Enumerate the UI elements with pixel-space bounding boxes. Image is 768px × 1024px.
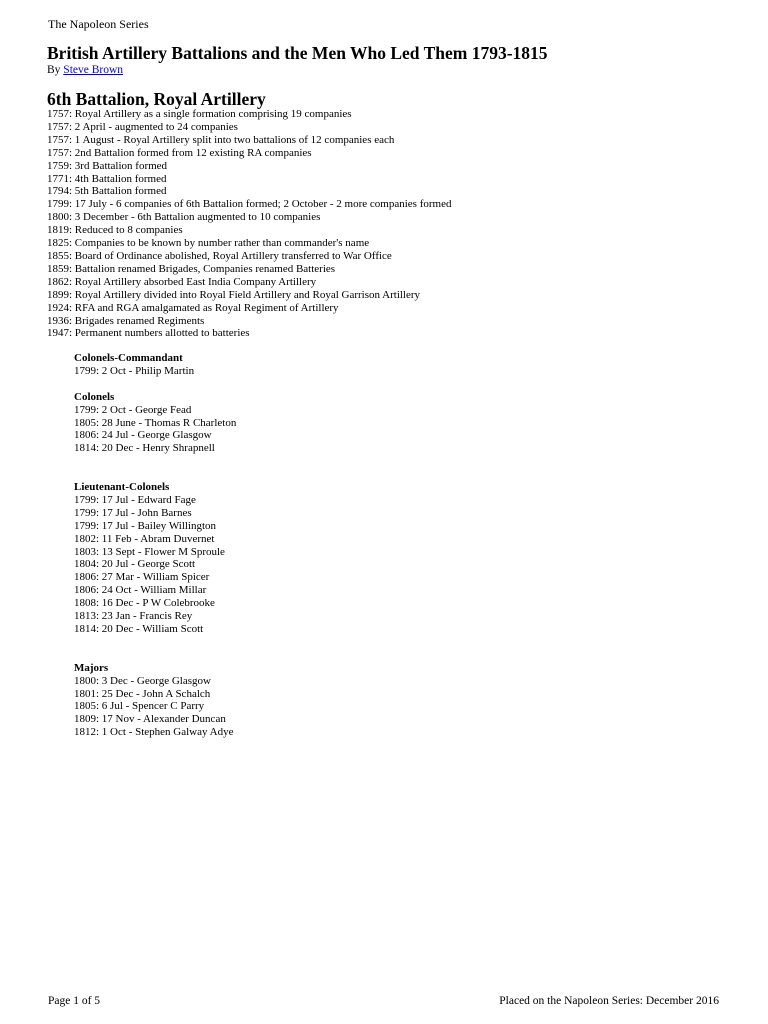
timeline-entry: 1819: Reduced to 8 companies	[47, 224, 183, 237]
officer-entry: 1809: 17 Nov - Alexander Duncan	[74, 713, 226, 726]
spacer	[74, 636, 236, 662]
group-heading: Colonels-Commandant	[74, 352, 183, 364]
officer-entry: 1799: 2 Oct - George Fead	[74, 403, 192, 416]
spacer	[74, 378, 236, 391]
timeline-list	[47, 108, 451, 340]
byline	[47, 63, 123, 77]
group-heading: Majors	[74, 661, 109, 674]
spacer	[74, 455, 236, 481]
publication-note: Placed on the Napoleon Series: December 2016	[499, 995, 719, 1007]
timeline-entry: 1825: Companies to be known by number rather than commander's name	[47, 237, 370, 250]
officer-entry: 1799: 17 Jul - Edward Fage	[74, 493, 196, 506]
officer-entry: 1813: 23 Jan - Francis Rey	[74, 610, 193, 623]
timeline-entry: 1757: 2nd Battalion formed from 12 existing RA companies	[47, 146, 312, 159]
officer-entry: 1805: 28 June - Thomas R Charleton	[74, 416, 237, 429]
section-title: 6th Battalion, Royal Artillery	[47, 89, 266, 109]
timeline-entry: 1924: RFA and RGA amalgamated as Royal Regiment of Artillery	[47, 301, 339, 314]
officer-entry: 1799: 17 Jul - John Barnes	[74, 506, 192, 519]
officer-list	[74, 494, 236, 636]
officer-list	[74, 365, 236, 378]
timeline-entry: 1899: Royal Artillery divided into Royal Field Artillery and Royal Garrison Artillery	[47, 288, 421, 301]
timeline-entry: 1757: 2 April - augmented to 24 companies	[47, 120, 238, 133]
officer-entry: 1814: 20 Dec - William Scott	[74, 623, 204, 635]
timeline-entry: 1771: 4th Battalion formed	[47, 172, 167, 185]
by-label: By	[47, 64, 61, 76]
timeline-entry: 1862: Royal Artillery absorbed East India Company Artillery	[47, 275, 317, 288]
timeline-entry: 1757: Royal Artillery as a single formation comprising 19 companies	[47, 108, 352, 120]
page-number: Page 1 of 5	[48, 995, 101, 1007]
officer-entry: 1808: 16 Dec - P W Colebrooke	[74, 597, 215, 610]
lieutenant-colonels-group	[74, 481, 236, 636]
officer-entry: 1812: 1 Oct - Stephen Galway Adye	[74, 726, 234, 739]
officer-entry: 1806: 24 Oct - William Millar	[74, 584, 207, 597]
series-header: The Napoleon Series	[48, 17, 149, 31]
officer-entry: 1803: 13 Sept - Flower M Sproule	[74, 545, 225, 558]
officer-entry: 1806: 24 Jul - George Glasgow	[74, 429, 212, 442]
timeline-entry: 1759: 3rd Battalion formed	[47, 159, 168, 172]
officers-section	[74, 352, 236, 739]
officer-entry: 1801: 25 Dec - John A Schalch	[74, 687, 211, 700]
group-heading: Colonels	[74, 390, 115, 403]
timeline-entry: 1859: Battalion renamed Brigades, Companies renamed Batteries	[47, 262, 336, 275]
timeline-entry: 1799: 17 July - 6 companies of 6th Battalion formed; 2 October - 2 more companies formed	[47, 198, 452, 211]
majors-group	[74, 662, 236, 739]
group-heading: Lieutenant-Colonels	[74, 481, 170, 494]
officer-entry: 1806: 27 Mar - William Spicer	[74, 571, 210, 584]
officer-entry: 1799: 2 Oct - Philip Martin	[74, 364, 195, 377]
officer-entry: 1814: 20 Dec - Henry Shrapnell	[74, 442, 215, 455]
author-link[interactable]: Steve Brown	[63, 64, 124, 76]
timeline-entry: 1947: Permanent numbers allotted to batteries	[47, 327, 250, 340]
officer-entry: 1804: 20 Jul - George Scott	[74, 558, 196, 571]
timeline-entry: 1794: 5th Battalion formed	[47, 185, 167, 198]
document-title: British Artillery Battalions and the Men Who Led Them 1793-1815	[47, 43, 548, 63]
officer-entry: 1805: 6 Jul - Spencer C Parry	[74, 700, 205, 713]
timeline-entry: 1936: Brigades renamed Regiments	[47, 314, 205, 327]
officer-entry: 1799: 17 Jul - Bailey Willington	[74, 519, 217, 532]
officer-list	[74, 675, 236, 740]
timeline-entry: 1800: 3 December - 6th Battalion augmented to 10 companies	[47, 211, 321, 224]
officer-entry: 1802: 11 Feb - Abram Duvernet	[74, 532, 215, 545]
timeline-entry: 1757: 1 August - Royal Artillery split into two battalions of 12 companies each	[47, 133, 395, 146]
timeline-entry: 1855: Board of Ordinance abolished, Royal Artillery transferred to War Office	[47, 249, 392, 262]
colonels-commandant-group	[74, 352, 236, 378]
officer-list	[74, 404, 236, 456]
colonels-group	[74, 391, 236, 456]
officer-entry: 1800: 3 Dec - George Glasgow	[74, 674, 211, 687]
